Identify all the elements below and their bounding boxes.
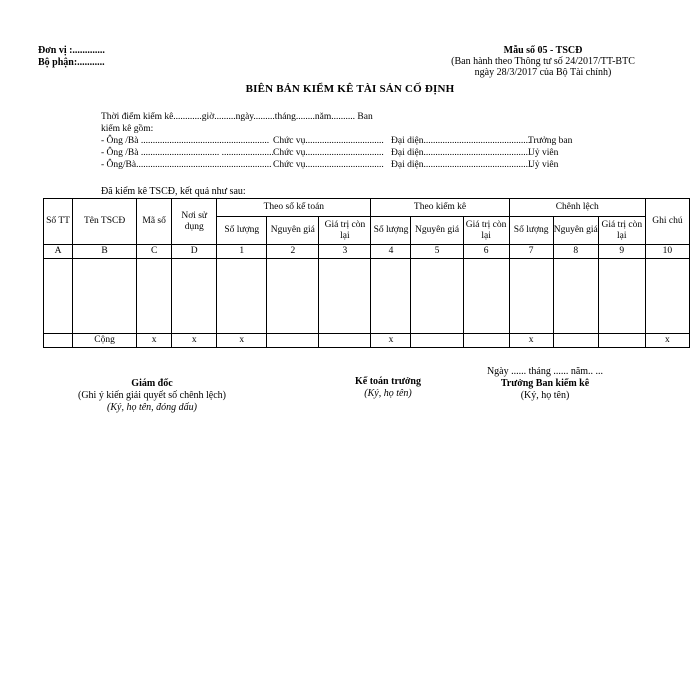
issued-date: ngày 28/3/2017 của Bộ Tài chính)	[474, 67, 612, 78]
table-cell	[137, 259, 172, 334]
table-cell	[172, 259, 217, 334]
column-code: A	[44, 245, 73, 259]
header-place-of-use: Nơi sử dụng	[172, 199, 217, 245]
column-code: 10	[645, 245, 689, 259]
department-label: Bộ phận:...........	[38, 57, 105, 68]
director-note: (Ghi ý kiến giải quyết số chênh lệch)	[77, 390, 226, 401]
column-code: 7	[509, 245, 553, 259]
chief-accountant-signature-block	[318, 376, 458, 400]
total-cell: x	[172, 334, 217, 348]
committee-head-sign-instruction: (Ký, họ tên)	[520, 390, 570, 401]
member-representative: Đại diện.............................................	[391, 148, 531, 158]
total-cell	[463, 334, 509, 348]
subheader-quantity: Số lượng	[371, 217, 411, 245]
table-cell	[509, 259, 553, 334]
inventory-time-line: Thời điểm kiểm kê............giờ.........ngày.........tháng........năm.......... Ban	[101, 112, 373, 122]
table-cell	[319, 259, 371, 334]
total-cell: x	[217, 334, 267, 348]
total-cell	[598, 334, 645, 348]
table-body-row	[44, 259, 690, 334]
subheader-remaining-value: Giá trị còn lại	[463, 217, 509, 245]
header-asset-name: Tên TSCĐ	[73, 199, 137, 245]
header-group-difference: Chênh lệch	[509, 199, 645, 217]
table-header-row	[44, 199, 690, 217]
column-code-row	[44, 245, 690, 259]
chief-accountant-title: Kế toán trưởng	[355, 376, 421, 387]
subheader-remaining-value: Giá trị còn lại	[319, 217, 371, 245]
table-cell	[371, 259, 411, 334]
committee-head-title: Trưởng Ban kiểm kê	[500, 378, 590, 389]
table-cell	[463, 259, 509, 334]
table-cell	[598, 259, 645, 334]
signature-date-line: Ngày ...... tháng ...... năm.. ...	[486, 366, 604, 377]
result-intro: Đã kiểm kê TSCĐ, kết quả như sau:	[101, 186, 246, 197]
member-role: Uỷ viên	[528, 148, 559, 158]
member-position: Chức vụ.................................	[273, 136, 384, 146]
issued-by: (Ban hành theo Thông tư số 24/2017/TT-BTC	[451, 56, 635, 67]
column-code: D	[172, 245, 217, 259]
column-code: 2	[267, 245, 319, 259]
member-name: - Ông/Bà.........................................................	[101, 160, 272, 170]
table-cell	[553, 259, 598, 334]
subheader-quantity: Số lượng	[217, 217, 267, 245]
subheader-quantity: Số lượng	[509, 217, 553, 245]
table-cell	[217, 259, 267, 334]
table-cell	[267, 259, 319, 334]
table-cell	[44, 259, 73, 334]
document-title: BIÊN BẢN KIỂM KÊ TÀI SẢN CỐ ĐỊNH	[245, 83, 455, 95]
member-name: - Ông /Bà ......................................................	[101, 136, 270, 146]
column-code: C	[137, 245, 172, 259]
column-code: 1	[217, 245, 267, 259]
form-info	[438, 45, 648, 78]
member-position: Chức vụ.................................	[273, 148, 384, 158]
column-code: B	[73, 245, 137, 259]
total-row	[44, 334, 690, 348]
total-cell: x	[137, 334, 172, 348]
table-cell	[645, 259, 689, 334]
subheader-cost: Nguyên giá	[411, 217, 463, 245]
director-signature-block	[57, 378, 247, 414]
member-representative: Đại diện.............................................	[391, 136, 531, 146]
committee-member	[101, 160, 558, 170]
column-code: 4	[371, 245, 411, 259]
total-cell: x	[371, 334, 411, 348]
committee-line: kiểm kê gồm:	[101, 124, 154, 134]
member-role: Uỷ viên	[528, 160, 559, 170]
committee-member	[101, 148, 558, 158]
header-stt: Số TT	[44, 199, 73, 245]
member-position: Chức vụ.................................	[273, 160, 384, 170]
subheader-remaining-value: Giá trị còn lại	[598, 217, 645, 245]
header-note: Ghi chú	[645, 199, 689, 245]
total-cell: x	[509, 334, 553, 348]
committee-head-signature-block	[470, 378, 620, 402]
director-title: Giám đốc	[131, 378, 173, 389]
committee-member	[101, 136, 572, 146]
asset-inventory-table	[43, 198, 690, 348]
column-code: 6	[463, 245, 509, 259]
form-number: Mẫu số 05 - TSCĐ	[503, 45, 583, 56]
unit-label: Đơn vị :.............	[38, 45, 105, 56]
table-cell	[73, 259, 137, 334]
column-code: 9	[598, 245, 645, 259]
unit-info	[38, 45, 105, 69]
member-role: Trưởng ban	[528, 136, 573, 146]
total-label: Cộng	[73, 334, 137, 348]
header-group-accounting-book: Theo sổ kế toán	[217, 199, 371, 217]
director-sign-instruction: (Ký, họ tên, đóng dấu)	[107, 402, 197, 413]
chief-accountant-sign-instruction: (Ký, họ tên)	[364, 388, 412, 399]
total-cell	[44, 334, 73, 348]
subheader-cost: Nguyên giá	[267, 217, 319, 245]
member-name: - Ông /Bà ................................. ......................	[101, 148, 274, 158]
total-cell	[267, 334, 319, 348]
member-representative: Đại diện..............................................	[391, 160, 533, 170]
total-cell	[319, 334, 371, 348]
header-group-inventory: Theo kiểm kê	[371, 199, 509, 217]
column-code: 8	[553, 245, 598, 259]
total-cell: x	[645, 334, 689, 348]
subheader-cost: Nguyên giá	[553, 217, 598, 245]
table-cell	[411, 259, 463, 334]
header-code: Mã số	[137, 199, 172, 245]
total-cell	[553, 334, 598, 348]
total-cell	[411, 334, 463, 348]
column-code: 5	[411, 245, 463, 259]
column-code: 3	[319, 245, 371, 259]
